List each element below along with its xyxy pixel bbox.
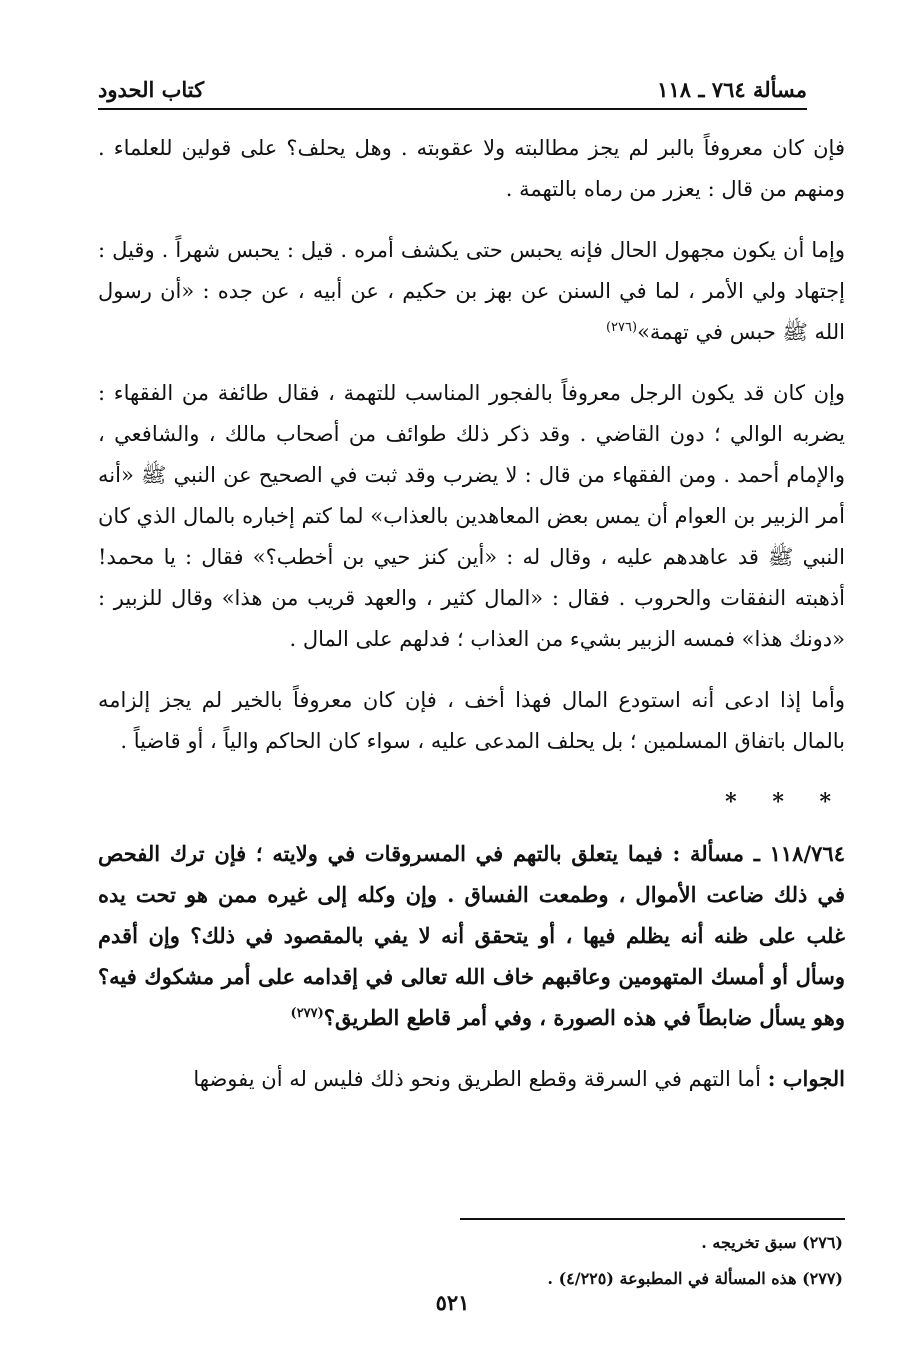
footnote-ref-276: (٢٧٦) xyxy=(605,320,638,335)
paragraph-3: وإن كان قد يكون الرجل معروفاً بالفجور المناسب للتهمة ، فقال طائفة من الفقهاء : يضربه الوالي ؛ دون القاضي . وقد ذكر ذلك طوائف من أصحاب مالك ، والشافعي ، والإمام أحمد . ومن الفقهاء من قال : لا يضرب وقد ثبت في الصحيح عن النبي ﷺ «أنه أمر الزبير بن العوام أن يمس بعض المعاهدين بالعذاب» لما كتم إخباره بالمال الذي كان النبي ﷺ قد عاهدهم عليه ، وقال له : «أين كنز حيي بن أخطب؟» فقال : يا محمد! أذهبته النفقات والحروب . فقال : «المال كثير ، والعهد قريب من هذا» وقال للزبير : «دونك هذا» فمسه الزبير بشيء من العذاب ؛ فدلهم على المال . xyxy=(98,381,845,651)
section-separator: * * * xyxy=(725,789,845,815)
page-number: ٥٢١ xyxy=(435,1290,470,1315)
paragraph-1: فإن كان معروفاً بالبر لم يجز مطالبته ولا عقوبته . وهل يحلف؟ على قولين للعلماء . ومنهم من قال : يعزر من رماه بالتهمة . xyxy=(98,136,845,201)
question-paragraph xyxy=(98,833,845,1038)
paragraph-2 xyxy=(98,230,845,353)
question-number: ١١٨/٧٦٤ ـ مسألة : xyxy=(672,841,845,866)
main-text xyxy=(98,128,845,1120)
header-book-title: كتاب الحدود xyxy=(98,77,205,102)
paragraph-2-text: وإما أن يكون مجهول الحال فإنه يحبس حتى يكشف أمره . قيل : يحبس شهراً . وقيل : إجتهاد ولي الأمر ، لما في السنن عن بهز بن حكيم ، عن أبيه ، عن جده : «أن رسول الله ﷺ حبس في تهمة» xyxy=(98,238,845,344)
answer-paragraph xyxy=(98,1058,845,1100)
footnote-divider xyxy=(460,1218,845,1220)
footnotes xyxy=(98,1225,843,1297)
answer-label: الجواب : xyxy=(767,1066,845,1091)
question-text: فيما يتعلق بالتهم في المسروقات في ولايته ؛ فإن ترك الفحص في ذلك ضاعت الأموال ، وطمعت الفساق . وإن وكله إلى غيره ممن هو تحت يده غلب على ظنه أنه يظلم فيها ، أو يتحقق أنه لا يفي بالمقصود في ذلك؟ وإن أقدم وسأل أو أمسك المتهومين وعاقبهم خاف الله تعالى في إقدامه على أمر مشكوك فيه؟ وهو يسأل ضابطاً في هذه الصورة ، وفي أمر قاطع الطريق؟ xyxy=(98,841,845,1030)
running-header xyxy=(98,62,807,110)
footnote-ref-277: (٢٧٧) xyxy=(290,1006,324,1021)
footnote-276: (٢٧٦) سبق تخريجه . xyxy=(701,1233,843,1252)
paragraph-4: وأما إذا ادعى أنه استودع المال فهذا أخف ، فإن كان معروفاً بالخير لم يجز إلزامه بالمال باتفاق المسلمين ؛ بل يحلف المدعى عليه ، سواء كان الحاكم والياً ، أو قاضياً . xyxy=(98,688,845,753)
header-issue-number: مسألة ٧٦٤ ـ ١١٨ xyxy=(657,77,807,102)
footnote-277: (٢٧٧) هذه المسألة في المطبوعة (٤/٢٢٥) . xyxy=(547,1269,843,1288)
answer-text: أما التهم في السرقة وقطع الطريق ونحو ذلك فليس له أن يفوضها xyxy=(193,1067,761,1091)
